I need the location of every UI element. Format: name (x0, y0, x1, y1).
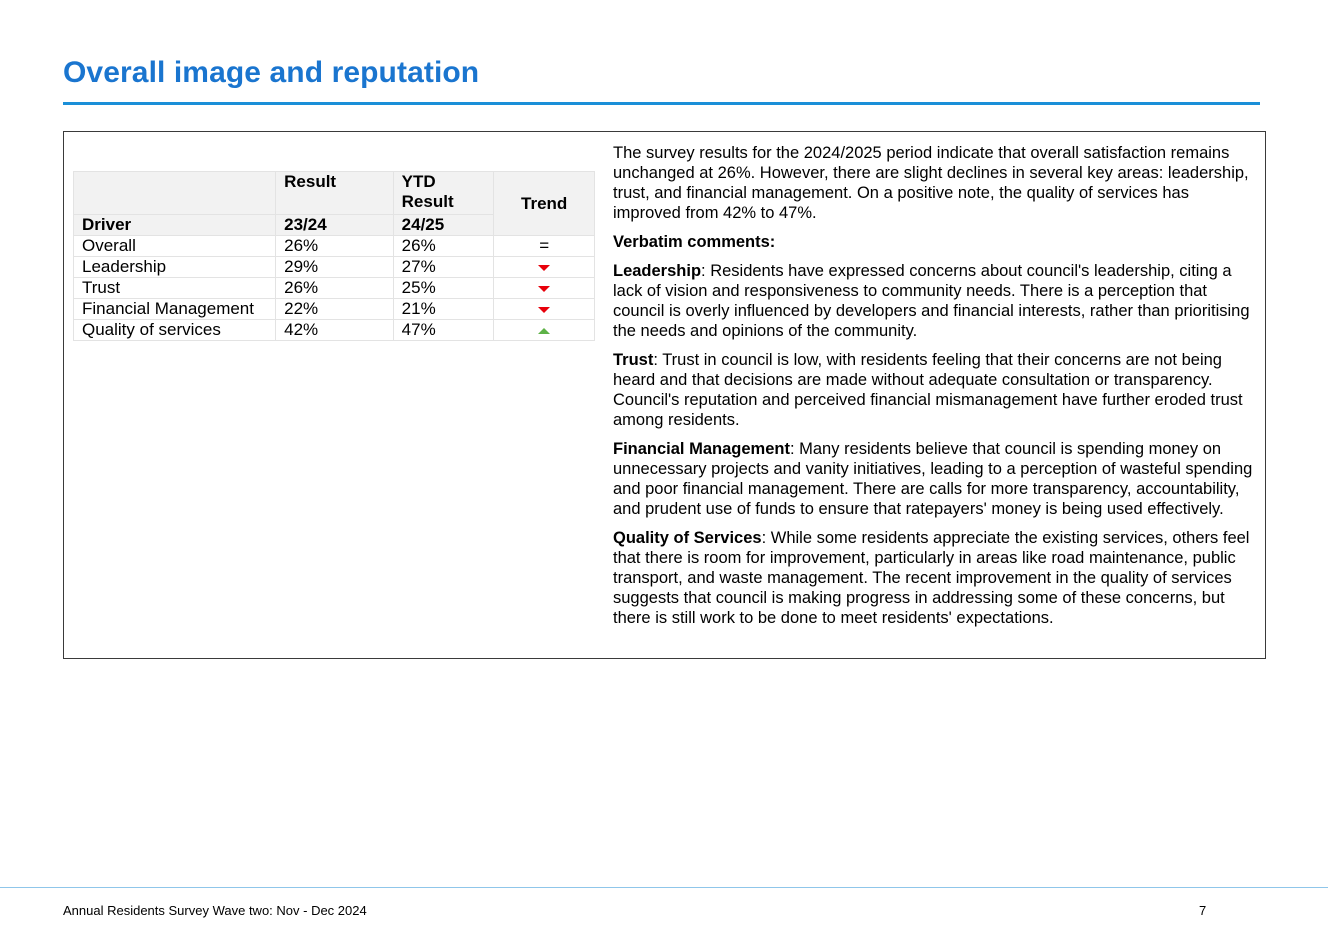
section-heading: Leadership (613, 262, 702, 280)
section-heading: Quality of Services (613, 529, 762, 547)
row-ytd: 26% (393, 236, 494, 257)
row-result: 26% (276, 278, 394, 299)
leadership-paragraph (613, 261, 1259, 341)
section-text: : Residents have expressed concerns about council's leadership, citing a lack of vision and responsiveness to community needs. There is a perception that council is overly influenced by developers and financial interests, rather than prioritising the needs and opinions of the community. (613, 262, 1250, 340)
row-driver: Financial Management (74, 299, 276, 320)
trend-cell (494, 299, 595, 320)
commentary (613, 143, 1259, 637)
header-ytd-line1: YTD (401, 172, 436, 191)
section-text: : Many residents believe that council is spending money on unnecessary projects and vanity initiatives, leading to a perception of wasteful spending and poor financial management. There are calls for more transparency, accountability, and prudent use of funds to ensure that ratepayers' money is being used effectively. (613, 440, 1253, 518)
intro-paragraph: The survey results for the 2024/2025 period indicate that overall satisfaction remains unchanged at 26%. However, there are slight declines in several key areas: leadership, trust, and financial management. On a positive note, the quality of services has improved from 42% to 47%. (613, 144, 1249, 222)
trend-equal: = (494, 236, 595, 257)
row-result: 22% (276, 299, 394, 320)
header-trend: Trend (494, 172, 595, 236)
header-ytd-line2: Result (401, 192, 454, 211)
footer-text: Annual Residents Survey Wave two: Nov - Dec 2024 (63, 903, 367, 918)
header-ytd (393, 172, 494, 215)
trend-down-icon (538, 307, 550, 313)
trend-up-icon (538, 328, 550, 334)
page-title: Overall image and reputation (63, 56, 480, 89)
row-ytd: 21% (393, 299, 494, 320)
row-driver: Overall (74, 236, 276, 257)
financial-management-paragraph (613, 439, 1259, 519)
table-header-row (74, 172, 595, 215)
row-ytd: 47% (393, 320, 494, 341)
title-underline (63, 102, 1260, 105)
verbatim-heading (613, 232, 1259, 252)
table-row (74, 320, 595, 341)
footer-rule (0, 887, 1328, 888)
section-text: : While some residents appreciate the existing services, others feel that there is room for improvement, particularly in areas like road maintenance, public transport, and waste management. The recent improvement in the quality of services suggests that council is making progress in addressing some of these concerns, but there is still work to be done to meet residents' expectations. (613, 529, 1250, 627)
header-ytd-period: 24/25 (393, 215, 494, 236)
trend-down-icon (538, 265, 550, 271)
quality-of-services-paragraph (613, 528, 1259, 628)
row-driver: Trust (74, 278, 276, 299)
row-ytd: 27% (393, 257, 494, 278)
header-result-label: Result (284, 172, 337, 191)
table-row (74, 299, 595, 320)
row-driver: Leadership (74, 257, 276, 278)
table-row (74, 236, 595, 257)
table-row (74, 278, 595, 299)
header-blank (74, 172, 276, 215)
section-heading: Trust (613, 351, 654, 369)
trend-down-icon (538, 286, 550, 292)
header-driver: Driver (74, 215, 276, 236)
driver-table (73, 171, 595, 341)
trend-cell (494, 278, 595, 299)
content-panel (63, 131, 1266, 659)
row-result: 29% (276, 257, 394, 278)
trend-cell (494, 257, 595, 278)
row-ytd: 25% (393, 278, 494, 299)
row-result: 42% (276, 320, 394, 341)
trust-paragraph (613, 350, 1259, 430)
page-number: 7 (1199, 903, 1207, 918)
header-result (276, 172, 394, 215)
trend-cell (494, 320, 595, 341)
header-result-period: 23/24 (276, 215, 394, 236)
row-driver: Quality of services (74, 320, 276, 341)
section-heading: Financial Management (613, 440, 790, 458)
table-row (74, 257, 595, 278)
verbatim-heading-text: Verbatim comments: (613, 233, 776, 251)
section-text: : Trust in council is low, with residents feeling that their concerns are not being heard and that decisions are made without adequate consultation or transparency. Council's reputation and perceived financial mismanagement have further eroded trust among residents. (613, 351, 1243, 429)
row-result: 26% (276, 236, 394, 257)
